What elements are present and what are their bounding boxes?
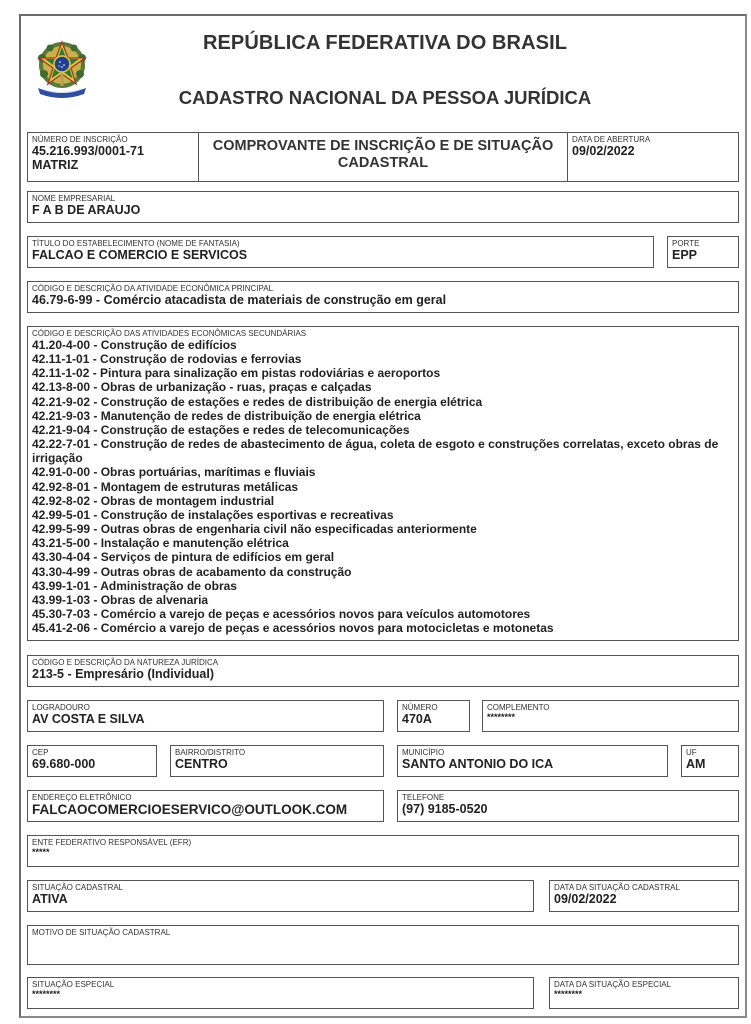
list-item: 42.92-8-02 - Obras de montagem industrial [32,493,275,508]
telefone-box [397,790,739,822]
list-item: 42.99-5-99 - Outras obras de engenharia civil não especificadas anteriormente [32,522,477,537]
efr-value: ***** [32,847,50,857]
numero-inscricao-label: NÚMERO DE INSCRIÇÃO [32,135,128,144]
municipio-value: SANTO ANTONIO DO ICA [402,757,554,771]
bairro-label: BAIRRO/DISTRITO [175,748,246,757]
list-item: 42.11-1-01 - Construção de rodovias e ferrovias [32,352,302,367]
list-item: 45.30-7-03 - Comércio a varejo de peças e acessórios novos para veículos automotores [32,606,531,621]
nome-fantasia-value: FALCAO E COMERCIO E SERVICOS [32,248,248,262]
brazil-coat-of-arms-icon [32,38,92,100]
list-item: 43.30-4-99 - Outras obras de acabamento da construção [32,564,352,579]
bairro-box [170,745,384,777]
efr-box [27,835,739,867]
cep-box [27,745,157,777]
nome-fantasia-label: TÍTULO DO ESTABELECIMENTO (NOME DE FANTASIA) [32,239,240,248]
numero-inscricao-value: 45.216.993/0001-71 [32,144,144,158]
list-item: 45.41-2-06 - Comércio a varejo de peças e acessórios novos para motocicletas e motonetas [32,621,554,636]
atividade-principal-box [27,281,739,313]
logradouro-box [27,700,384,732]
list-item: 42.13-8-00 - Obras de urbanização - ruas, praças e calçadas [32,380,372,395]
data-situacao-especial-value: ******** [554,989,583,999]
list-item: 42.21-9-03 - Manutenção de redes de distribuição de energia elétrica [32,408,421,423]
nome-empresarial-box [27,191,739,223]
data-situacao-box [549,880,739,912]
municipio-box [397,745,668,777]
situacao-cadastral-label: SITUAÇÃO CADASTRAL [32,883,124,892]
atividades-secundarias-label: CÓDIGO E DESCRIÇÃO DAS ATIVIDADES ECONÔMICAS SECUNDÁRIAS [32,329,307,338]
email-box [27,790,384,822]
list-item: 42.21-9-04 - Construção de estações e redes de telecomunicações [32,422,410,437]
telefone-value: (97) 9185-0520 [402,802,488,816]
data-situacao-value: 09/02/2022 [554,892,617,906]
numero-box [397,700,470,732]
atividades-secundarias-list [32,338,738,635]
natureza-juridica-box [27,655,739,687]
situacao-cadastral-box [27,880,534,912]
tipo-estabelecimento-value: MATRIZ [32,158,79,173]
email-value: FALCAOCOMERCIOESERVICO@OUTLOOK.COM [32,802,348,817]
motivo-situacao-label: MOTIVO DE SITUAÇÃO CADASTRAL [32,928,171,937]
logradouro-label: LOGRADOURO [32,703,90,712]
list-item: 42.92-8-01 - Montagem de estruturas metálicas [32,479,299,494]
list-item: 43.21-5-00 - Instalação e manutenção elétrica [32,536,289,551]
data-situacao-especial-box [549,977,739,1009]
data-situacao-label: DATA DA SITUAÇÃO CADASTRAL [554,883,680,892]
cep-value: 69.680-000 [32,757,96,771]
nome-fantasia-box [27,236,654,268]
complemento-value: ******** [487,712,516,722]
registry-title: CADASTRO NACIONAL DA PESSOA JURÍDICA [178,87,592,108]
situacao-especial-label: SITUAÇÃO ESPECIAL [32,980,115,989]
data-abertura-label: DATA DE ABERTURA [572,135,651,144]
atividades-secundarias-box [27,326,739,641]
list-item: 42.11-1-02 - Pintura para sinalização em pistas rodoviárias e aeroportos [32,366,441,381]
motivo-situacao-box [27,925,739,965]
list-item: 42.21-9-02 - Construção de estações e redes de distribuição de energia elétrica [32,394,483,409]
list-item: 42.99-5-01 - Construção de instalações esportivas e recreativas [32,507,394,522]
telefone-label: TELEFONE [402,793,445,802]
nome-empresarial-value: F A B DE ARAUJO [32,203,141,217]
uf-box [681,745,739,777]
data-situacao-especial-label: DATA DA SITUAÇÃO ESPECIAL [554,980,672,989]
situacao-especial-box [27,977,534,1009]
porte-box [667,236,739,268]
list-item: 43.99-1-03 - Obras de alvenaria [32,592,209,607]
natureza-juridica-label: CÓDIGO E DESCRIÇÃO DA NATUREZA JURÍDICA [32,658,219,667]
list-item: 42.91-0-00 - Obras portuárias, marítimas e fluviais [32,465,316,480]
numero-value: 470A [402,712,432,726]
atividade-principal-value: 46.79-6-99 - Comércio atacadista de materiais de construção em geral [32,293,447,307]
situacao-cadastral-value: ATIVA [32,892,68,906]
bairro-value: CENTRO [175,757,228,771]
situacao-especial-value: ******** [32,989,61,999]
uf-label: UF [686,748,697,757]
list-item: 43.30-4-04 - Serviços de pintura de edifícios em geral [32,550,335,565]
data-abertura-value: 09/02/2022 [572,144,635,158]
atividade-principal-label: CÓDIGO E DESCRIÇÃO DA ATIVIDADE ECONÔMICA PRINCIPAL [32,284,274,293]
list-item: 43.99-1-01 - Administração de obras [32,578,237,593]
email-label: ENDEREÇO ELETRÔNICO [32,793,132,802]
uf-value: AM [686,757,706,771]
complemento-box [482,700,739,732]
nome-empresarial-label: NOME EMPRESARIAL [32,194,116,203]
data-abertura-box [567,132,739,182]
numero-inscricao-box [27,132,199,182]
list-item: 41.20-4-00 - Construção de edifícios [32,338,237,352]
logradouro-value: AV COSTA E SILVA [32,712,145,726]
country-title: REPÚBLICA FEDERATIVA DO BRASIL [202,32,568,54]
document-title: COMPROVANTE DE INSCRIÇÃO E DE SITUAÇÃO CADASTRAL [198,132,568,182]
list-item: 42.22-7-01 - Construção de redes de abastecimento de água, coleta de esgoto e construções correlatas, exceto obras de irrigação [32,437,719,466]
efr-label: ENTE FEDERATIVO RESPONSÁVEL (EFR) [32,838,192,847]
cep-label: CEP [32,748,49,757]
natureza-juridica-value: 213-5 - Empresário (Individual) [32,667,214,681]
porte-value: EPP [672,248,698,262]
municipio-label: MUNICÍPIO [402,748,445,757]
complemento-label: COMPLEMENTO [487,703,550,712]
numero-label: NÚMERO [402,703,438,712]
porte-label: PORTE [672,239,700,248]
